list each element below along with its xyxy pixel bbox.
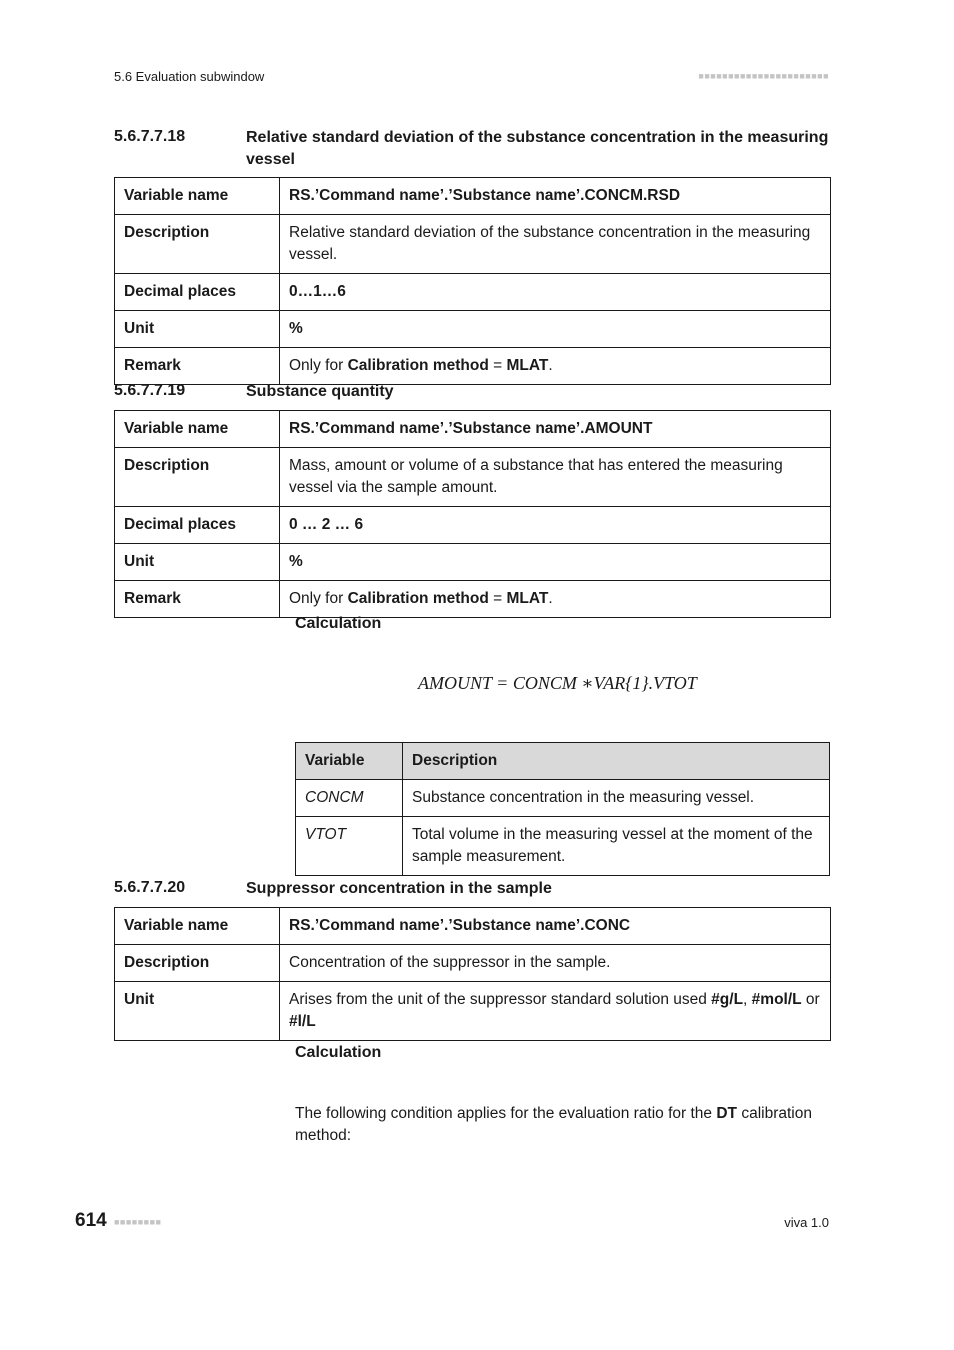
unit-label: Unit — [115, 544, 280, 581]
variable-name-label: Variable name — [115, 908, 280, 945]
page-number: 614 — [75, 1210, 107, 1231]
remark-value — [280, 581, 831, 618]
remark-value — [280, 348, 831, 385]
remark-mlat: MLAT — [506, 357, 549, 374]
variable-name-value: RS.’Command name’.’Substance name’.CONC — [280, 908, 831, 945]
table-row — [115, 581, 831, 618]
remark-prefix: Only for — [289, 357, 348, 374]
variable-name-value: RS.’Command name’.’Substance name’.AMOUNT — [280, 411, 831, 448]
table-row — [115, 982, 831, 1041]
remark-label: Remark — [115, 348, 280, 385]
variable-name-label: Variable name — [115, 178, 280, 215]
section-number-18: 5.6.7.7.18 — [114, 128, 186, 145]
remark-period: . — [548, 590, 553, 607]
table-row — [115, 908, 831, 945]
decimal-places-value: 0 … 2 … 6 — [280, 507, 831, 544]
decimal-places-label: Decimal places — [115, 274, 280, 311]
unit-label: Unit — [115, 982, 280, 1041]
remark-calibration-method: Calibration method — [347, 357, 489, 374]
unit-or: or — [801, 991, 820, 1008]
section-number-20: 5.6.7.7.20 — [114, 879, 186, 896]
table-row — [296, 780, 830, 817]
section-number-19: 5.6.7.7.19 — [114, 382, 186, 399]
remark-mlat: MLAT — [506, 590, 549, 607]
calculation-heading-20: Calculation — [295, 1044, 382, 1061]
unit-text: Arises from the unit of the suppressor standard solution used — [289, 991, 712, 1008]
remark-prefix: Only for — [289, 590, 348, 607]
variable-table-19 — [114, 410, 831, 618]
table-row — [115, 411, 831, 448]
remark-label: Remark — [115, 581, 280, 618]
variable-table-20 — [114, 907, 831, 1041]
variable-name-label: Variable name — [115, 411, 280, 448]
remark-period: . — [548, 357, 553, 374]
table-row — [115, 348, 831, 385]
remark-equals: = — [488, 590, 507, 607]
description-label: Description — [115, 448, 280, 507]
remark-calibration-method: Calibration method — [347, 590, 489, 607]
running-header-section: 5.6 Evaluation subwindow — [114, 69, 265, 84]
variable-table-18 — [114, 177, 831, 385]
footer-product: viva 1.0 — [784, 1215, 829, 1230]
section-title-18: Relative standard deviation of the substance concentration in the measuring vessel — [246, 129, 829, 168]
unit-l-per-l: #l/L — [289, 1013, 316, 1030]
unit-value: % — [280, 311, 831, 348]
footer-decoration-dots: ■■■■■■■■ — [114, 1217, 162, 1227]
unit-separator: , — [743, 991, 752, 1008]
description-cell: Substance concentration in the measuring vessel. — [403, 780, 830, 817]
description-value: Mass, amount or volume of a substance that has entered the measuring vessel via the sample amount. — [280, 448, 831, 507]
unit-g-per-l: #g/L — [711, 991, 744, 1008]
table-row — [115, 215, 831, 274]
table-row — [115, 448, 831, 507]
section-title-19: Substance quantity — [246, 383, 394, 400]
formula-variables-table — [295, 742, 830, 876]
decimal-places-label: Decimal places — [115, 507, 280, 544]
section-title-20: Suppressor concentration in the sample — [246, 880, 552, 897]
table-row — [115, 544, 831, 581]
table-row — [115, 274, 831, 311]
description-value: Concentration of the suppressor in the sample. — [280, 945, 831, 982]
header-decoration-dots: ■■■■■■■■■■■■■■■■■■■■■■ — [698, 71, 829, 81]
column-header-description: Description — [403, 743, 830, 780]
table-row — [115, 311, 831, 348]
amount-formula: AMOUNT = CONCM ∗VAR{1}.VTOT — [418, 673, 697, 693]
remark-equals: = — [488, 357, 507, 374]
calculation-heading-19: Calculation — [295, 615, 382, 632]
unit-value — [280, 982, 831, 1041]
description-value: Relative standard deviation of the substance concentration in the measuring vessel. — [280, 215, 831, 274]
table-row — [115, 507, 831, 544]
description-label: Description — [115, 215, 280, 274]
unit-label: Unit — [115, 311, 280, 348]
table-row — [115, 178, 831, 215]
paragraph-text: The following condition applies for the evaluation ratio for the — [295, 1105, 717, 1122]
unit-mol-per-l: #mol/L — [751, 991, 802, 1008]
variable-cell: CONCM — [296, 780, 403, 817]
description-cell: Total volume in the measuring vessel at the moment of the sample measurement. — [403, 817, 830, 876]
column-header-variable: Variable — [296, 743, 403, 780]
description-label: Description — [115, 945, 280, 982]
paragraph-dt: DT — [716, 1105, 738, 1122]
table-header-row — [296, 743, 830, 780]
table-row — [115, 945, 831, 982]
evaluation-ratio-paragraph — [295, 1103, 830, 1147]
decimal-places-value: 0…1…6 — [280, 274, 831, 311]
variable-cell: VTOT — [296, 817, 403, 876]
variable-name-value: RS.’Command name’.’Substance name’.CONCM.RSD — [280, 178, 831, 215]
unit-value: % — [280, 544, 831, 581]
paragraph-text-end: calibration method: — [295, 1105, 812, 1144]
table-row — [296, 817, 830, 876]
